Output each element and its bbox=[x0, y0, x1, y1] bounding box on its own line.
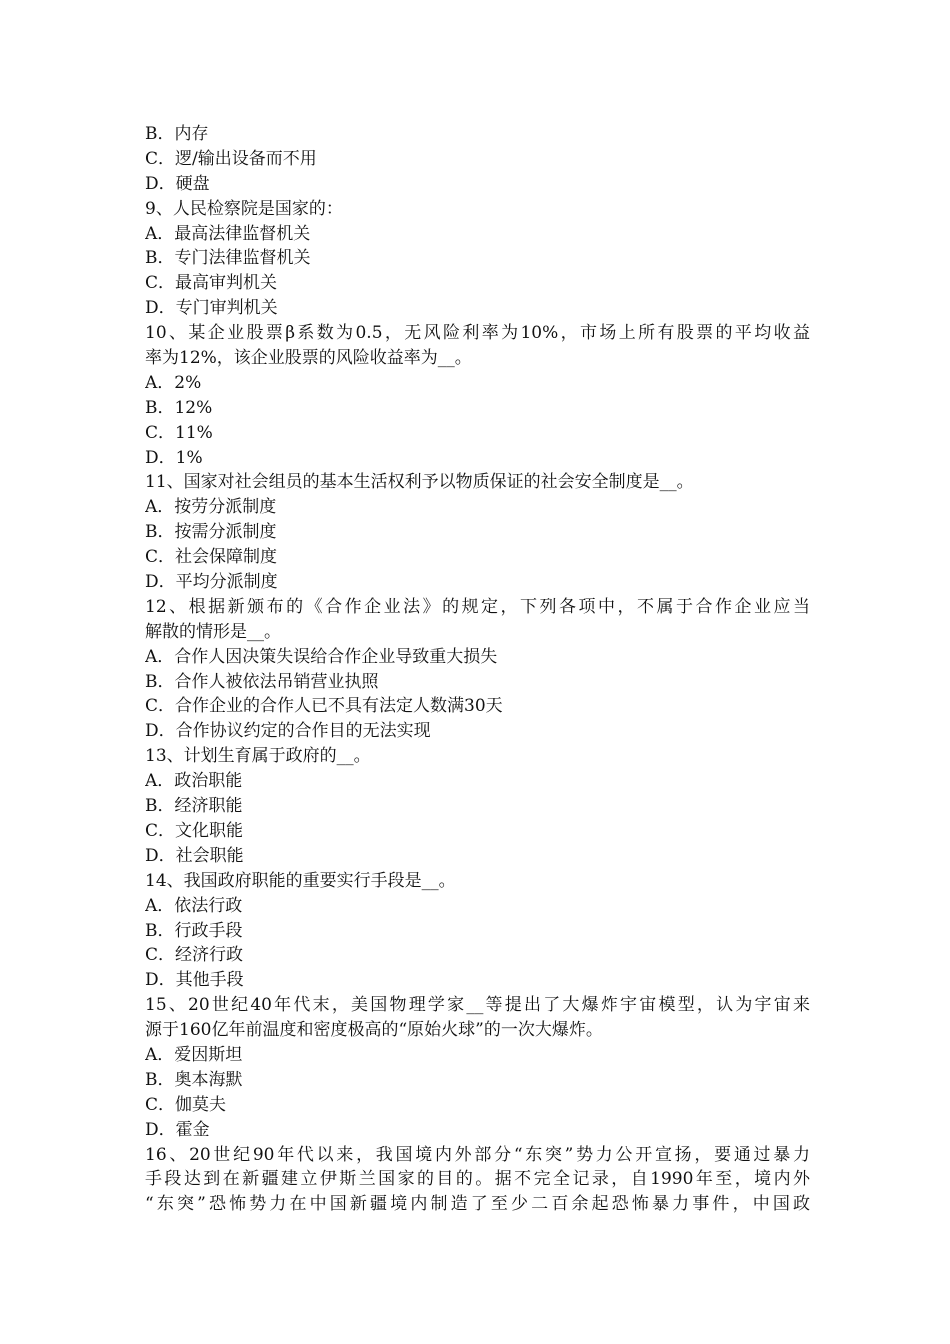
option-d: D．专门审判机关 bbox=[145, 298, 278, 319]
question-16-line-3: “东突”恐怖势力在中国新疆境内制造了至少二百余起恐怖暴力事件，中国政 bbox=[145, 1194, 810, 1215]
question-16-line-2: 手段达到在新疆建立伊斯兰国家的目的。据不完全记录，自1990年至，境内外 bbox=[145, 1169, 810, 1190]
option-b: B．内存 bbox=[145, 124, 209, 144]
option-b: B．合作人被依法吊销营业执照 bbox=[145, 671, 379, 692]
question-15-line-1: 15、20世纪40年代末，美国物理学家__等提出了大爆炸宇宙模型，认为宇宙来 bbox=[145, 995, 810, 1016]
question-14: 14、我国政府职能的重要实行手段是__。 bbox=[145, 870, 456, 891]
option-c: C．经济行政 bbox=[145, 945, 244, 966]
option-b: B．按需分派制度 bbox=[145, 522, 277, 543]
question-12-line-2: 解散的情形是__。 bbox=[145, 621, 281, 642]
question-10-line-1: 10、某企业股票β系数为0.5，无风险利率为10%，市场上所有股票的平均收益 bbox=[145, 323, 810, 344]
question-11: 11、国家对社会组员的基本生活权利予以物质保证的社会安全制度是__。 bbox=[145, 472, 694, 493]
option-d: D．硬盘 bbox=[145, 173, 210, 194]
option-a: A．最高法律监督机关 bbox=[145, 223, 311, 244]
question-10-line-2: 率为12%，该企业股票的风险收益率为__。 bbox=[145, 348, 472, 369]
option-c: C．11% bbox=[145, 422, 213, 443]
option-c: C．社会保障制度 bbox=[145, 547, 278, 568]
option-b: B．专门法律监督机关 bbox=[145, 248, 311, 269]
option-b: B．奥本海默 bbox=[145, 1069, 243, 1090]
question-13: 13、计划生育属于政府的__。 bbox=[145, 746, 371, 767]
option-d: D．1% bbox=[145, 447, 203, 468]
option-c: C．伽莫夫 bbox=[145, 1094, 227, 1115]
option-a: A．依法行政 bbox=[145, 895, 243, 916]
option-d: D．霍金 bbox=[145, 1119, 210, 1140]
document-body bbox=[145, 122, 810, 1217]
option-b: B．12% bbox=[145, 397, 213, 418]
option-a: A．2% bbox=[145, 372, 202, 393]
question-12-line-1: 12、根据新颁布的《合作企业法》的规定，下列各项中，不属于合作企业应当 bbox=[145, 596, 810, 617]
option-d: D．平均分派制度 bbox=[145, 572, 278, 593]
option-a: A．按劳分派制度 bbox=[145, 497, 277, 518]
option-c: C．文化职能 bbox=[145, 820, 244, 841]
option-a: A．合作人因决策失误给合作企业导致重大损失 bbox=[145, 646, 498, 667]
question-16-line-1: 16、20世纪90年代以来，我国境内外部分“东突”势力公开宣扬，要通过暴力 bbox=[145, 1144, 810, 1165]
option-c: C．最高审判机关 bbox=[145, 273, 278, 294]
option-d: D．社会职能 bbox=[145, 845, 244, 866]
question-15-line-2: 源于160亿年前温度和密度极高的“原始火球”的一次大爆炸。 bbox=[145, 1020, 603, 1041]
question-9: 9、人民检察院是国家的： bbox=[145, 198, 343, 219]
option-a: A．政治职能 bbox=[145, 771, 243, 792]
option-d: D．合作协议约定的合作目的无法实现 bbox=[145, 721, 431, 742]
option-b: B．行政手段 bbox=[145, 920, 243, 941]
option-d: D．其他手段 bbox=[145, 970, 244, 991]
option-c: C．合作企业的合作人已不具有法定人数满30天 bbox=[145, 696, 503, 717]
option-a: A．爱因斯坦 bbox=[145, 1044, 243, 1065]
option-c: C．逻/输出设备而不用 bbox=[145, 148, 317, 169]
option-b: B．经济职能 bbox=[145, 796, 243, 817]
